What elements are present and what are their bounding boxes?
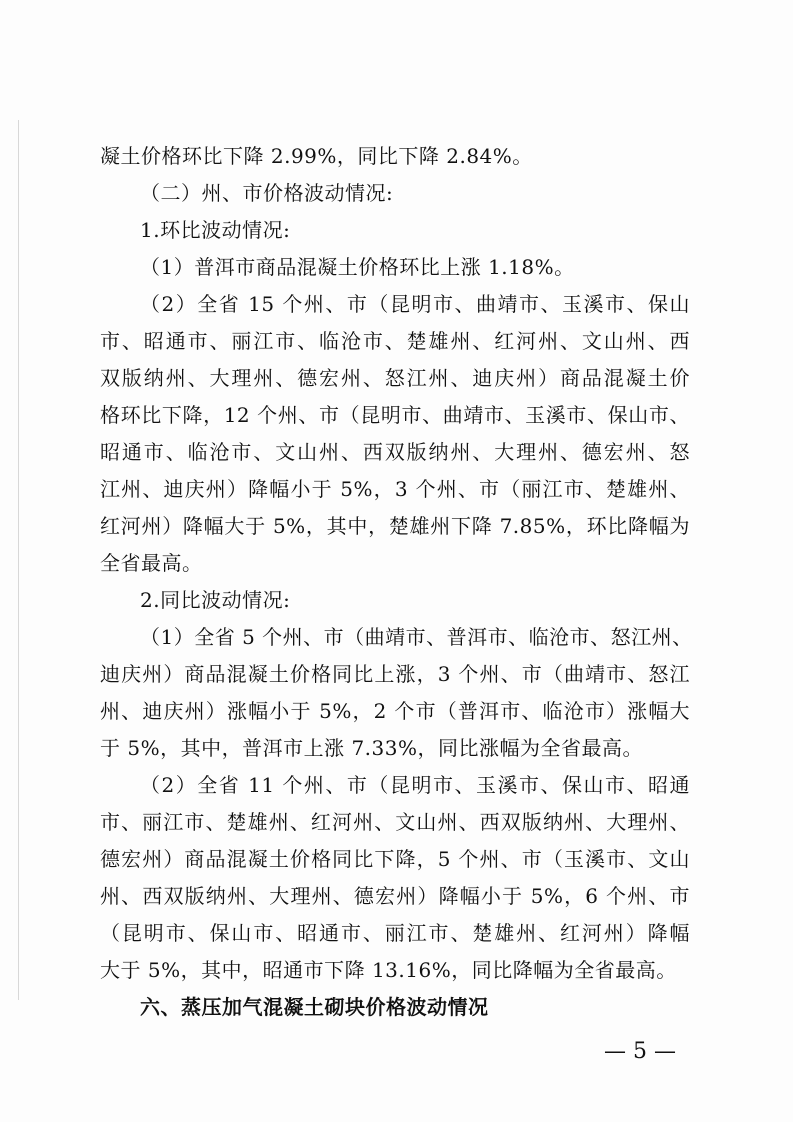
section-heading: 六、蒸压加气混凝土砌块价格波动情况 (140, 995, 489, 1019)
subsection-mom-heading: 1.环比波动情况: (140, 218, 291, 242)
text-line-15: 迪庆州）商品混凝土价格同比上涨，3 个州、市（曲靖市、怒江 (100, 662, 690, 686)
subsection-yoy-heading: 2.同比波动情况: (140, 588, 291, 612)
text-line-22: （昆明市、保山市、昭通市、丽江市、楚雄州、红河州）降幅 (100, 921, 690, 945)
text-line-11: 红河州）降幅大于 5%，其中，楚雄州下降 7.85%，环比降幅为 (100, 514, 690, 538)
page-number: — 5 — (604, 1039, 676, 1064)
text-line-19: 市、丽江市、楚雄州、红河州、文山州、西双版纳州、大理州、 (100, 810, 690, 834)
text-line-16: 州、迪庆州）涨幅小于 5%，2 个市（普洱市、临沧市）涨幅大 (100, 699, 690, 723)
text-line-4: （1）普洱市商品混凝土价格环比上涨 1.18%。 (140, 255, 575, 279)
text-line-10: 江州、迪庆州）降幅小于 5%，3 个州、市（丽江市、楚雄州、 (100, 477, 690, 501)
text-line-1: 凝土价格环比下降 2.99%，同比下降 2.84%。 (100, 144, 533, 168)
text-line-9: 昭通市、临沧市、文山州、西双版纳州、大理州、德宏州、怒 (100, 440, 690, 464)
text-line-8: 格环比下降，12 个州、市（昆明市、曲靖市、玉溪市、保山市、 (100, 403, 690, 427)
section-subheading: （二）州、市价格波动情况: (140, 181, 394, 205)
text-line-14: （1）全省 5 个州、市（曲靖市、普洱市、临沧市、怒江州、 (140, 625, 693, 649)
text-line-6: 市、昭通市、丽江市、临沧市、楚雄州、红河州、文山州、西 (100, 329, 690, 353)
text-line-21: 州、西双版纳州、大理州、德宏州）降幅小于 5%，6 个州、市 (100, 884, 690, 908)
text-line-20: 德宏州）商品混凝土价格同比下降，5 个州、市（玉溪市、文山 (100, 847, 690, 871)
text-line-18: （2）全省 11 个州、市（昆明市、玉溪市、保山市、昭通 (140, 773, 690, 797)
text-line-23: 大于 5%，其中，昭通市下降 13.16%，同比降幅为全省最高。 (100, 958, 677, 982)
text-line-7: 双版纳州、大理州、德宏州、怒江州、迪庆州）商品混凝土价 (100, 366, 690, 390)
text-line-5: （2）全省 15 个州、市（昆明市、曲靖市、玉溪市、保山 (140, 292, 690, 316)
text-line-17: 于 5%，其中，普洱市上涨 7.33%，同比涨幅为全省最高。 (100, 736, 643, 760)
text-line-12: 全省最高。 (100, 551, 203, 575)
scan-margin-mark (18, 120, 19, 1000)
